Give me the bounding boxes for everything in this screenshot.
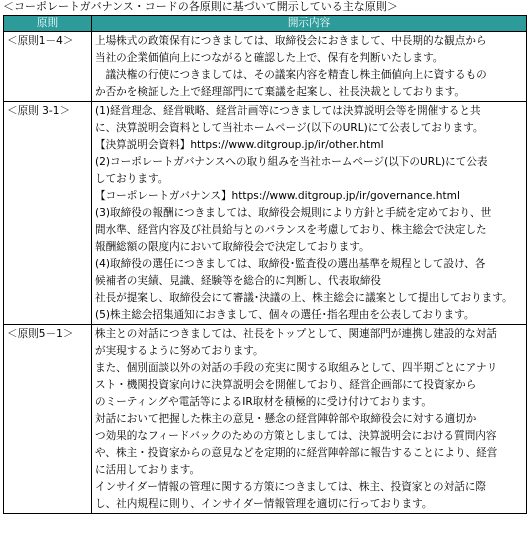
content-line: 株主との対話につきましては、社長をトップとして、関連部門が連携し建設的な対話 (95, 328, 497, 340)
table-caption: ＜コーポレートガバナンス・コードの各原則に基づいて開示している主な原則＞ (3, 0, 398, 13)
principle-column-header: 原則 (4, 16, 92, 32)
content-line: インサイダー情報の管理に関する方策につきましては、株主、投資家との対話に際 (95, 481, 487, 493)
content-line: また、個別面談以外の対話の手段の充実に関する取組みとして、四半期ごとにアナリ (95, 362, 498, 374)
content-column-header: 開示内容 (92, 16, 527, 32)
content-cell (92, 102, 527, 325)
principle-cell: ＜原則1－4＞ (4, 32, 92, 102)
content-line: 報酬総額の限度内において取締役会で決定しております。 (95, 241, 370, 253)
content-line: 社長が提案し、取締役会にて審議･決議の上、株主総会に議案として提出しております。 (95, 292, 513, 304)
content-line: に、決算説明会資料として当社ホームページ(以下のURL)にて公表しております。 (95, 122, 484, 134)
table-row (4, 102, 527, 325)
content-line: に活用しております。 (95, 464, 201, 476)
table-row (4, 32, 527, 102)
content-line: 上場株式の政策保有につきましては、取締役会におきまして、中長期的な観点から (95, 35, 487, 47)
content-line: 対話において把握した株主の意見・懸念の経営陣幹部や取締役会に対する適切か (95, 413, 477, 425)
content-line: しております。 (95, 173, 169, 185)
content-line: のミーティングや電話等によるIR取材を積極的に受け付けております。 (95, 396, 432, 408)
content-line: し、社内規程に則り、インサイダー情報管理を適切に行っております。 (95, 498, 433, 510)
table-body (4, 32, 527, 514)
header-row (4, 16, 527, 32)
content-line: (5)株主総会招集通知におきまして、個々の選任･指名理由を公表しております。 (95, 309, 475, 321)
content-line: 候補者の実績、見識、経験等を総合的に判断し、代表取締役 (95, 275, 382, 287)
content-line: つ効果的なフィードバックのための方策としましては、決算説明会における質問内容 (95, 430, 497, 442)
principle-cell: ＜原則 3-1＞ (4, 102, 92, 325)
content-line: や、株主・投資家からの意見などを定期的に経営陣幹部に報告することにより、経営 (95, 447, 498, 459)
content-line: 【決算説明会資料】https://www.ditgroup.jp/ir/other.html (95, 139, 384, 151)
content-cell (92, 32, 527, 102)
content-line: 【コーポレートガバナンス】https://www.ditgroup.jp/ir/governance.html (95, 190, 460, 202)
content-line: スト・機関投資家向けに決算説明会を開催しており、経営企画部にて投資家から (95, 379, 477, 391)
principles-table (3, 15, 527, 514)
content-line: (2)コーポレートガバナンスへの取り組みを当社ホームページ(以下のURL)にて公表 (95, 156, 488, 168)
content-line: が実現するように努めております。 (95, 345, 264, 357)
content-line: 間水準、経営内容及び社員給与とのバランスを考慮しており、株主総会で決定した (95, 224, 487, 236)
table-row (4, 325, 527, 514)
content-line: (3)取締役の報酬につきましては、取締役会規則により方針と手続を定めており、世 (95, 207, 492, 219)
content-cell (92, 325, 527, 514)
content-line: 議決権の行使につきましては、その議案内容を精査し株主価値向上に資するもの (95, 69, 487, 81)
content-line: か否かを検証した上で経理部門にて棄議を起案し、社長決裁としております。 (95, 86, 465, 98)
content-line: (4)取締役の選任につきましては、取締役･監査役の選出基準を規程として設け、各 (95, 258, 486, 270)
content-line: 当社の企業価値向上につながると確認した上で、保有を判断いたします。 (95, 52, 444, 64)
content-line: (1)経営理念、経営戦略、経営計画等につきましては決算説明会等を開催すると共 (95, 105, 481, 117)
principle-cell: ＜原則5－1＞ (4, 325, 92, 514)
